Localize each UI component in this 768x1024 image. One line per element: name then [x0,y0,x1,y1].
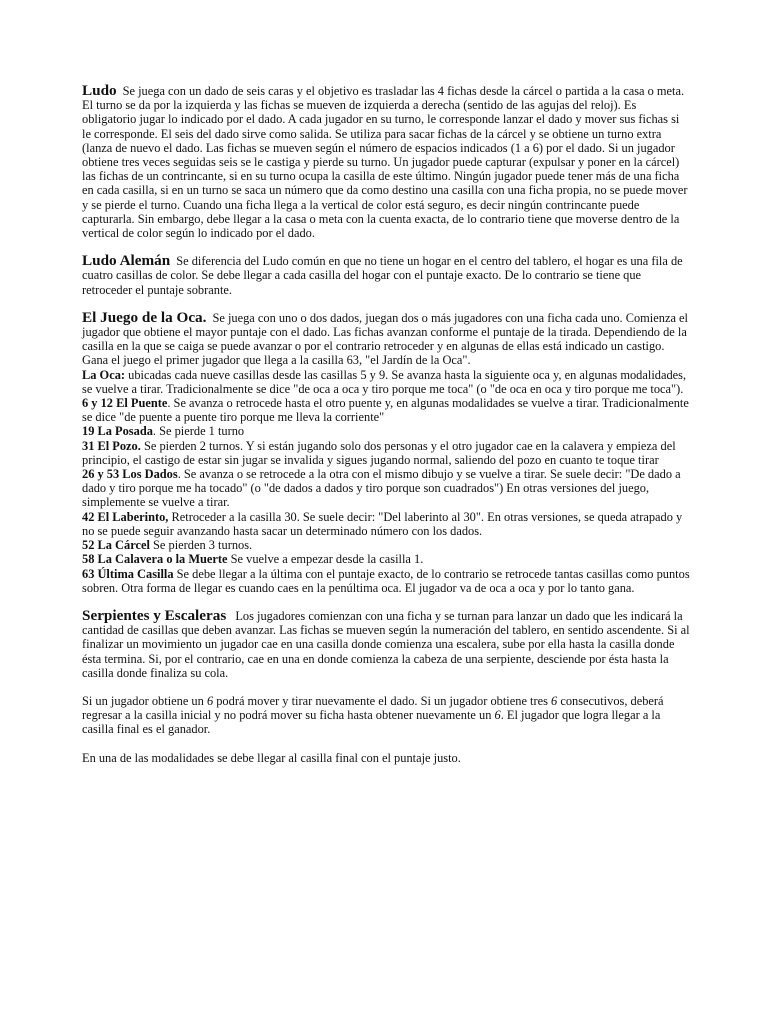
oca-item-text: Retroceder a la casilla 30. Se suele decir: "Del laberinto al 30". En otras versiones, se queda atrapado y no se puede seguir avanzando hasta sacar un determinado número con los dados. [82,509,683,538]
paragraph-text: Si un jugador obtiene un [82,693,207,708]
oca-item-label: 19 La Posada [82,424,153,439]
oca-item-text: Se pierden 2 turnos. Y si están jugando solo dos personas y el otro jugador cae en la calavera y empieza del principio, el castigo de estar sin jugar se invalida y sigues jugando normal, saliendo del pozo en cuanto te toque tirar [82,438,676,467]
oca-item-label: 26 y 53 Los Dados [82,467,178,482]
document-page [82,84,690,779]
section-serpientes [82,606,690,680]
oca-item-label: 42 El Laberinto, [82,509,169,524]
section-title-serpientes: Serpientes y Escaleras [82,606,227,624]
oca-item [82,552,690,566]
serpientes-paragraph-modalidad: En una de las modalidades se debe llegar al casilla final con el puntaje justo. [82,750,461,765]
paragraph-text: . El jugador que logra llegar a la casilla final es el ganador. [82,708,661,737]
oca-item [82,567,690,595]
oca-item [82,538,690,552]
oca-item-label: 31 El Pozo. [82,438,141,453]
section-body-oca: Se juega con uno o dos dados, juegan dos o más jugadores con una ficha cada uno. Comienza el jugador que obtiene el mayor puntaje con el dado. Las fichas avanzan conforme el puntaje de la tirada. Dependiendo de la casilla en la que se caiga se puede avanzar o por el contrario retroceder y en algunas de ellas está indicado un castigo. Gana el juego el primer jugador que llega a la casilla 63, "el Jardín de la Oca". [82,310,688,368]
oca-item-text: Se pierden 3 turnos. [149,538,253,553]
oca-item-text: Se debe llegar a la última con el puntaje exacto, de lo contrario se retrocede tantas casillas como puntos sobren. Otra forma de llegar es cuando caes en la penúltima oca. El jugador va de oca a oca y por lo tanto gana. [82,566,690,595]
number-six: 6 [551,693,558,708]
section-ludo-aleman [82,254,690,297]
section-body-ludo-aleman: Se diferencia del Ludo común en que no tiene un hogar en el centro del tablero, el hogar es una fila de cuatro casillas de color. Se debe llegar a cada casilla del hogar con el puntaje exacto. De lo contrario se tiene que retroceder el puntaje sobrante. [82,254,683,297]
oca-item-label: 58 La Calavera o la Muerte [82,552,228,567]
oca-item-text: . Se avanza o retrocede hasta el otro puente y, en algunas modalidades se vuelve a tirar. Tradicionalmente se dice "de puente a puente tiro porque me lleva la corriente" [82,396,689,425]
oca-item [82,510,690,538]
oca-item-text: . Se avanza o se retrocede a la otra con el mismo dibujo y se vuelve a tirar. Se suele decir: "De dado a dado y tiro porque me ha tocado" (o "de dados a dados y tiro porque son cuadrados") En otras versiones del juego, simplemente se vuelve a tirar. [82,467,681,510]
oca-item-label: 63 Última Casilla [82,566,174,581]
section-title-ludo: Ludo [82,82,117,99]
oca-item-label: 52 La Cárcel [82,538,150,553]
paragraph-text: consecutivos, deberá regresar a la casilla inicial y no podrá mover su ficha hasta obtener nuevamente un [82,693,664,723]
number-six: 6 [494,708,501,723]
number-six: 6 [206,693,214,708]
serpientes-paragraph-six [82,694,690,737]
oca-item-text: Se vuelve a empezar desde la casilla 1. [227,552,424,567]
oca-item-text: . Se pierde 1 turno [152,424,245,439]
oca-item [82,439,690,467]
oca-item [82,467,690,510]
oca-item [82,368,690,396]
oca-item [82,396,690,424]
oca-item-text: ubicadas cada nueve casillas desde las casillas 5 y 9. Se avanza hasta la siguiente oca y, en algunas modalidades, se vuelve a tirar. Tradicionalmente se dice "de oca a oca y tiro porque me toca" (o "de oca en oca y tiro porque me toca"). [82,367,687,396]
paragraph-text: podrá mover y tirar nuevamente el dado. Si un jugador obtiene tres [213,693,552,708]
section-title-ludo-aleman: Ludo Alemán [82,252,171,270]
section-body-serpientes: Los jugadores comienzan con una ficha y se turnan para lanzar un dado que les indicará la cantidad de casillas que deben avanzar. Las fichas se mueven según la numeración del tablero, en sentido ascendente. Si al finalizar un movimiento un jugador cae en una casilla donde comienza una escalera, sube por ella hasta la casilla donde ésta termina. Si, por el contrario, cae en una en donde comienza la cabeza de una serpiente, desciende por ésta hasta la casilla donde finaliza su cola. [82,608,690,680]
section-title-oca: El Juego de la Oca. [82,308,207,326]
section-ludo [82,84,690,240]
oca-item-label: La Oca: [82,367,126,382]
section-body-ludo: Se juega con un dado de seis caras y el objetivo es trasladar las 4 fichas desde la cárcel o partida a la casa o meta. El turno se da por la izquierda y las fichas se mueven de izquierda a derecha (sentido de las agujas del reloj). Es obligatorio jugar lo indicado por el dado. A cada jugador en su turno, le corresponde lanzar el dado y mover sus fichas si le corresponde. El seis del dado sirve como salida. Se utiliza para sacar fichas de la cárcel y se obtiene un turno extra (lanza de nuevo el dado. Las fichas se mueven según el número de espacios indicados (1 a 6) por el dado. Si un jugador obtiene tres veces seguidas seis se le castiga y pierde su turno. Un jugador puede capturar (expulsar y poner en la cárcel) las fichas de un contrincante, si en su turno ocupa la casilla de este último. Ningún jugador puede tener más de una ficha en cada casilla, si en un turno se saca un número que da como destino una casilla con una ficha propia, no se puede mover y se pierde el turno. Cuando una ficha llega a la vertical de color está seguro, es decir ningún contrincante puede capturarla. Sin embargo, debe llegar a la casa o meta con la cuenta exacta, de lo contrario tiene que moverse dentro de la vertical de color según lo indicado por el dado. [82,84,688,241]
oca-item [82,424,690,438]
section-oca [82,308,690,595]
oca-item-label: 6 y 12 El Puente [82,396,168,411]
